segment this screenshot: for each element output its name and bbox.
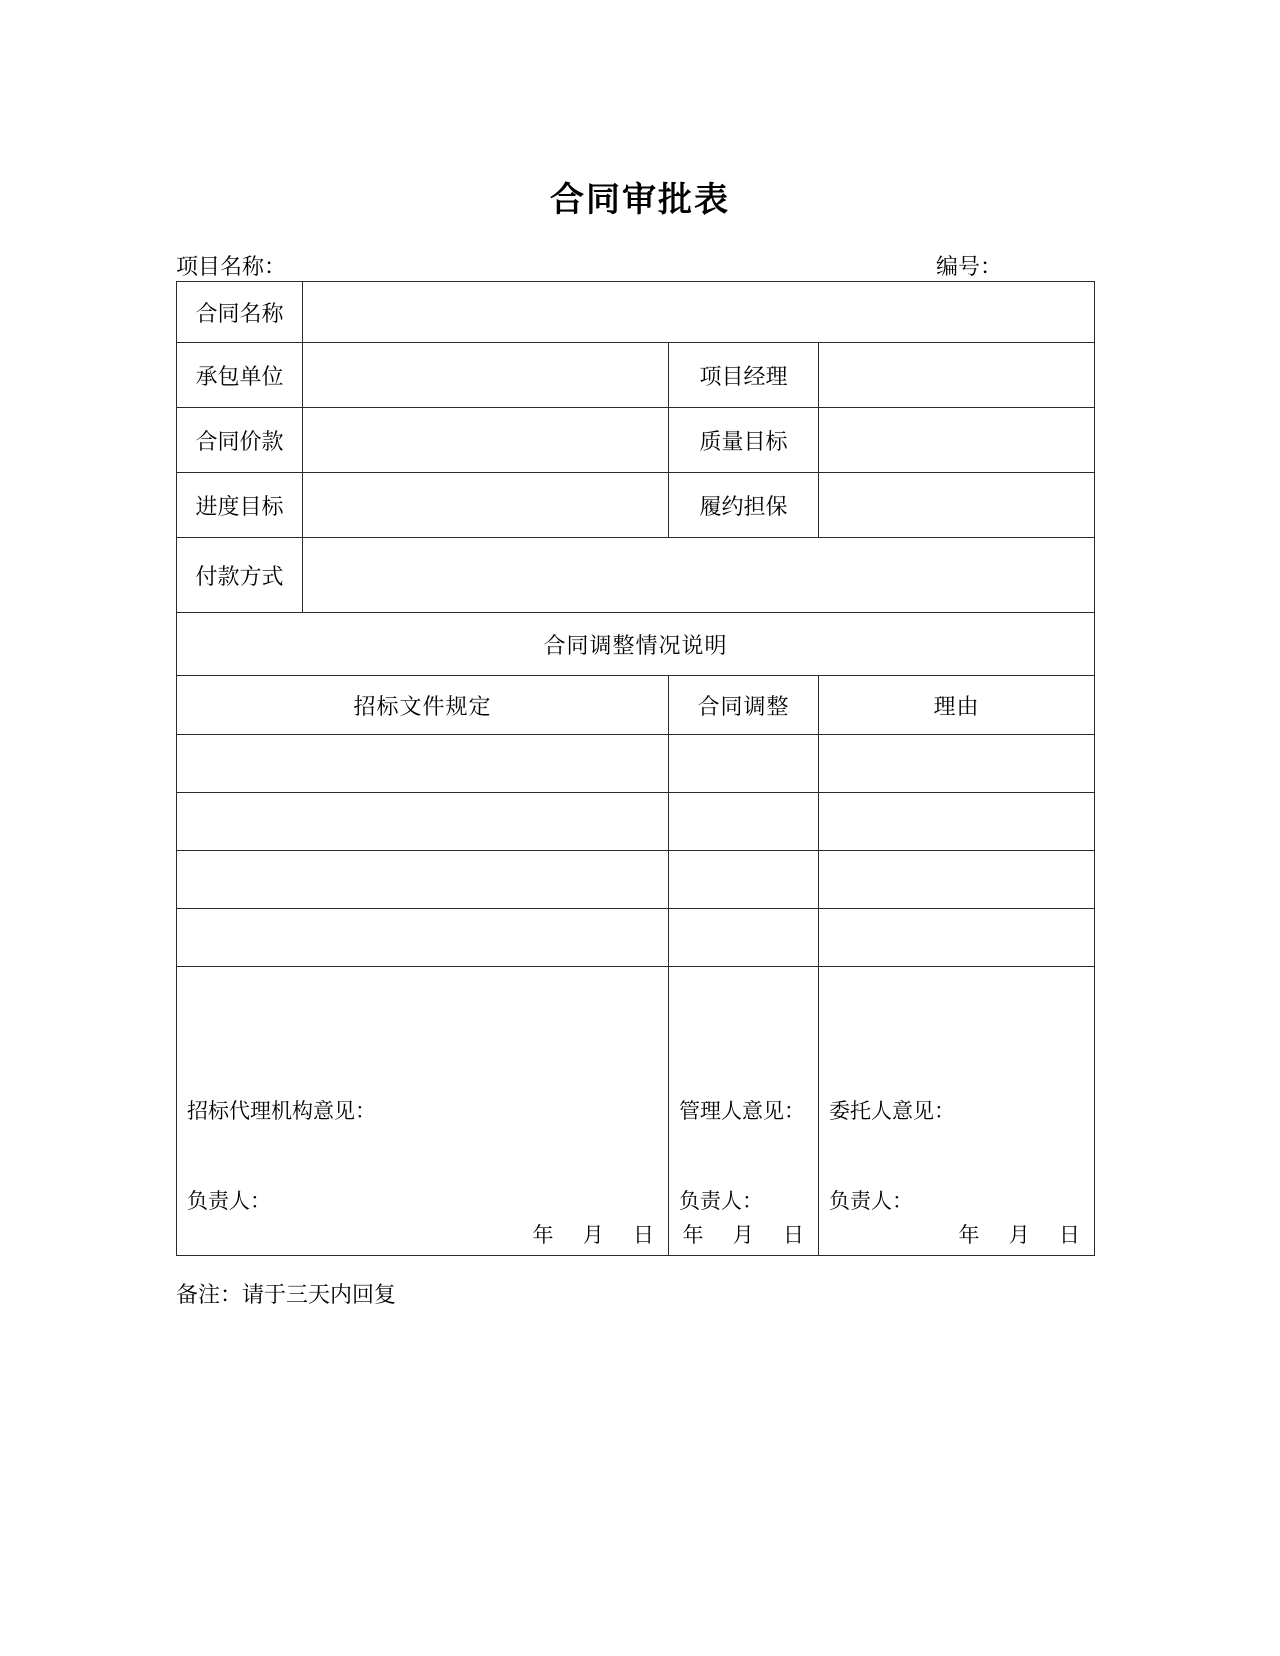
label-quality-target: 质量目标 bbox=[669, 408, 819, 473]
label-project-manager: 项目经理 bbox=[669, 343, 819, 408]
field-contract-name[interactable] bbox=[303, 282, 1095, 343]
adjustment-section-title: 合同调整情况说明 bbox=[177, 613, 1095, 676]
date-year-label: 年 bbox=[682, 1223, 706, 1247]
cell-tender-provision[interactable] bbox=[177, 793, 669, 851]
table-row-adjustment-headers bbox=[177, 676, 1095, 735]
date-month-label: 月 bbox=[582, 1223, 606, 1247]
date-year-label: 年 bbox=[532, 1223, 556, 1247]
opinion-date-tender-agency bbox=[533, 1219, 657, 1249]
table-row-adjustment-entry bbox=[177, 793, 1095, 851]
cell-reason[interactable] bbox=[819, 851, 1095, 909]
date-year-label: 年 bbox=[958, 1223, 982, 1247]
opinion-cell-tender-agency[interactable] bbox=[177, 967, 669, 1256]
opinion-date-manager bbox=[683, 1219, 807, 1249]
label-payment-method: 付款方式 bbox=[177, 538, 303, 613]
cell-tender-provision[interactable] bbox=[177, 735, 669, 793]
table-row-adjustment-section-title bbox=[177, 613, 1095, 676]
label-schedule-target: 进度目标 bbox=[177, 473, 303, 538]
cell-reason[interactable] bbox=[819, 735, 1095, 793]
contract-approval-table bbox=[176, 281, 1095, 1256]
field-quality-target[interactable] bbox=[819, 408, 1095, 473]
document-number-label: 编号： bbox=[935, 254, 1002, 279]
table-row-adjustment-entry bbox=[177, 851, 1095, 909]
column-header-contract-adjustment: 合同调整 bbox=[669, 676, 819, 735]
page-title: 合同审批表 bbox=[550, 180, 730, 220]
date-day-label: 日 bbox=[1059, 1223, 1082, 1247]
opinion-title-tender-agency: 招标代理机构意见： bbox=[187, 1098, 376, 1123]
opinion-title-client: 委托人意见： bbox=[829, 1098, 955, 1123]
cell-tender-provision[interactable] bbox=[177, 851, 669, 909]
footer-note: 备注：请于三天内回复 bbox=[176, 1282, 397, 1307]
cell-contract-adjustment[interactable] bbox=[669, 851, 819, 909]
field-project-manager[interactable] bbox=[819, 343, 1095, 408]
label-performance-guarantee: 履约担保 bbox=[669, 473, 819, 538]
table-row-adjustment-entry bbox=[177, 735, 1095, 793]
table-row-payment-method bbox=[177, 538, 1095, 613]
column-header-reason: 理由 bbox=[819, 676, 1095, 735]
table-row-schedule-target bbox=[177, 473, 1095, 538]
table-row-contract-name bbox=[177, 282, 1095, 343]
opinion-cell-client[interactable] bbox=[819, 967, 1095, 1256]
table-row-contractor bbox=[177, 343, 1095, 408]
cell-contract-adjustment[interactable] bbox=[669, 793, 819, 851]
opinion-title-manager: 管理人意见： bbox=[679, 1098, 805, 1123]
opinion-cell-manager[interactable] bbox=[669, 967, 819, 1256]
field-contractor[interactable] bbox=[303, 343, 669, 408]
project-name-label: 项目名称： bbox=[176, 254, 287, 279]
label-contract-price: 合同价款 bbox=[177, 408, 303, 473]
opinion-date-client bbox=[959, 1219, 1083, 1249]
column-header-tender-provision: 招标文件规定 bbox=[177, 676, 669, 735]
header-line bbox=[176, 250, 1094, 281]
table-row-adjustment-entry bbox=[177, 909, 1095, 967]
cell-reason[interactable] bbox=[819, 793, 1095, 851]
field-performance-guarantee[interactable] bbox=[819, 473, 1095, 538]
cell-tender-provision[interactable] bbox=[177, 909, 669, 967]
opinion-signer-label-client: 负责人： bbox=[829, 1189, 913, 1213]
field-payment-method[interactable] bbox=[303, 538, 1095, 613]
table-row-opinions bbox=[177, 967, 1095, 1256]
date-month-label: 月 bbox=[732, 1223, 756, 1247]
opinion-signer-label-manager: 负责人： bbox=[679, 1189, 763, 1213]
field-schedule-target[interactable] bbox=[303, 473, 669, 538]
cell-contract-adjustment[interactable] bbox=[669, 735, 819, 793]
opinion-signer-label-tender-agency: 负责人： bbox=[187, 1189, 271, 1213]
table-row-contract-price bbox=[177, 408, 1095, 473]
date-day-label: 日 bbox=[633, 1223, 656, 1247]
date-month-label: 月 bbox=[1008, 1223, 1032, 1247]
cell-reason[interactable] bbox=[819, 909, 1095, 967]
label-contract-name: 合同名称 bbox=[177, 282, 303, 343]
field-contract-price[interactable] bbox=[303, 408, 669, 473]
date-day-label: 日 bbox=[783, 1223, 806, 1247]
cell-contract-adjustment[interactable] bbox=[669, 909, 819, 967]
label-contractor: 承包单位 bbox=[177, 343, 303, 408]
